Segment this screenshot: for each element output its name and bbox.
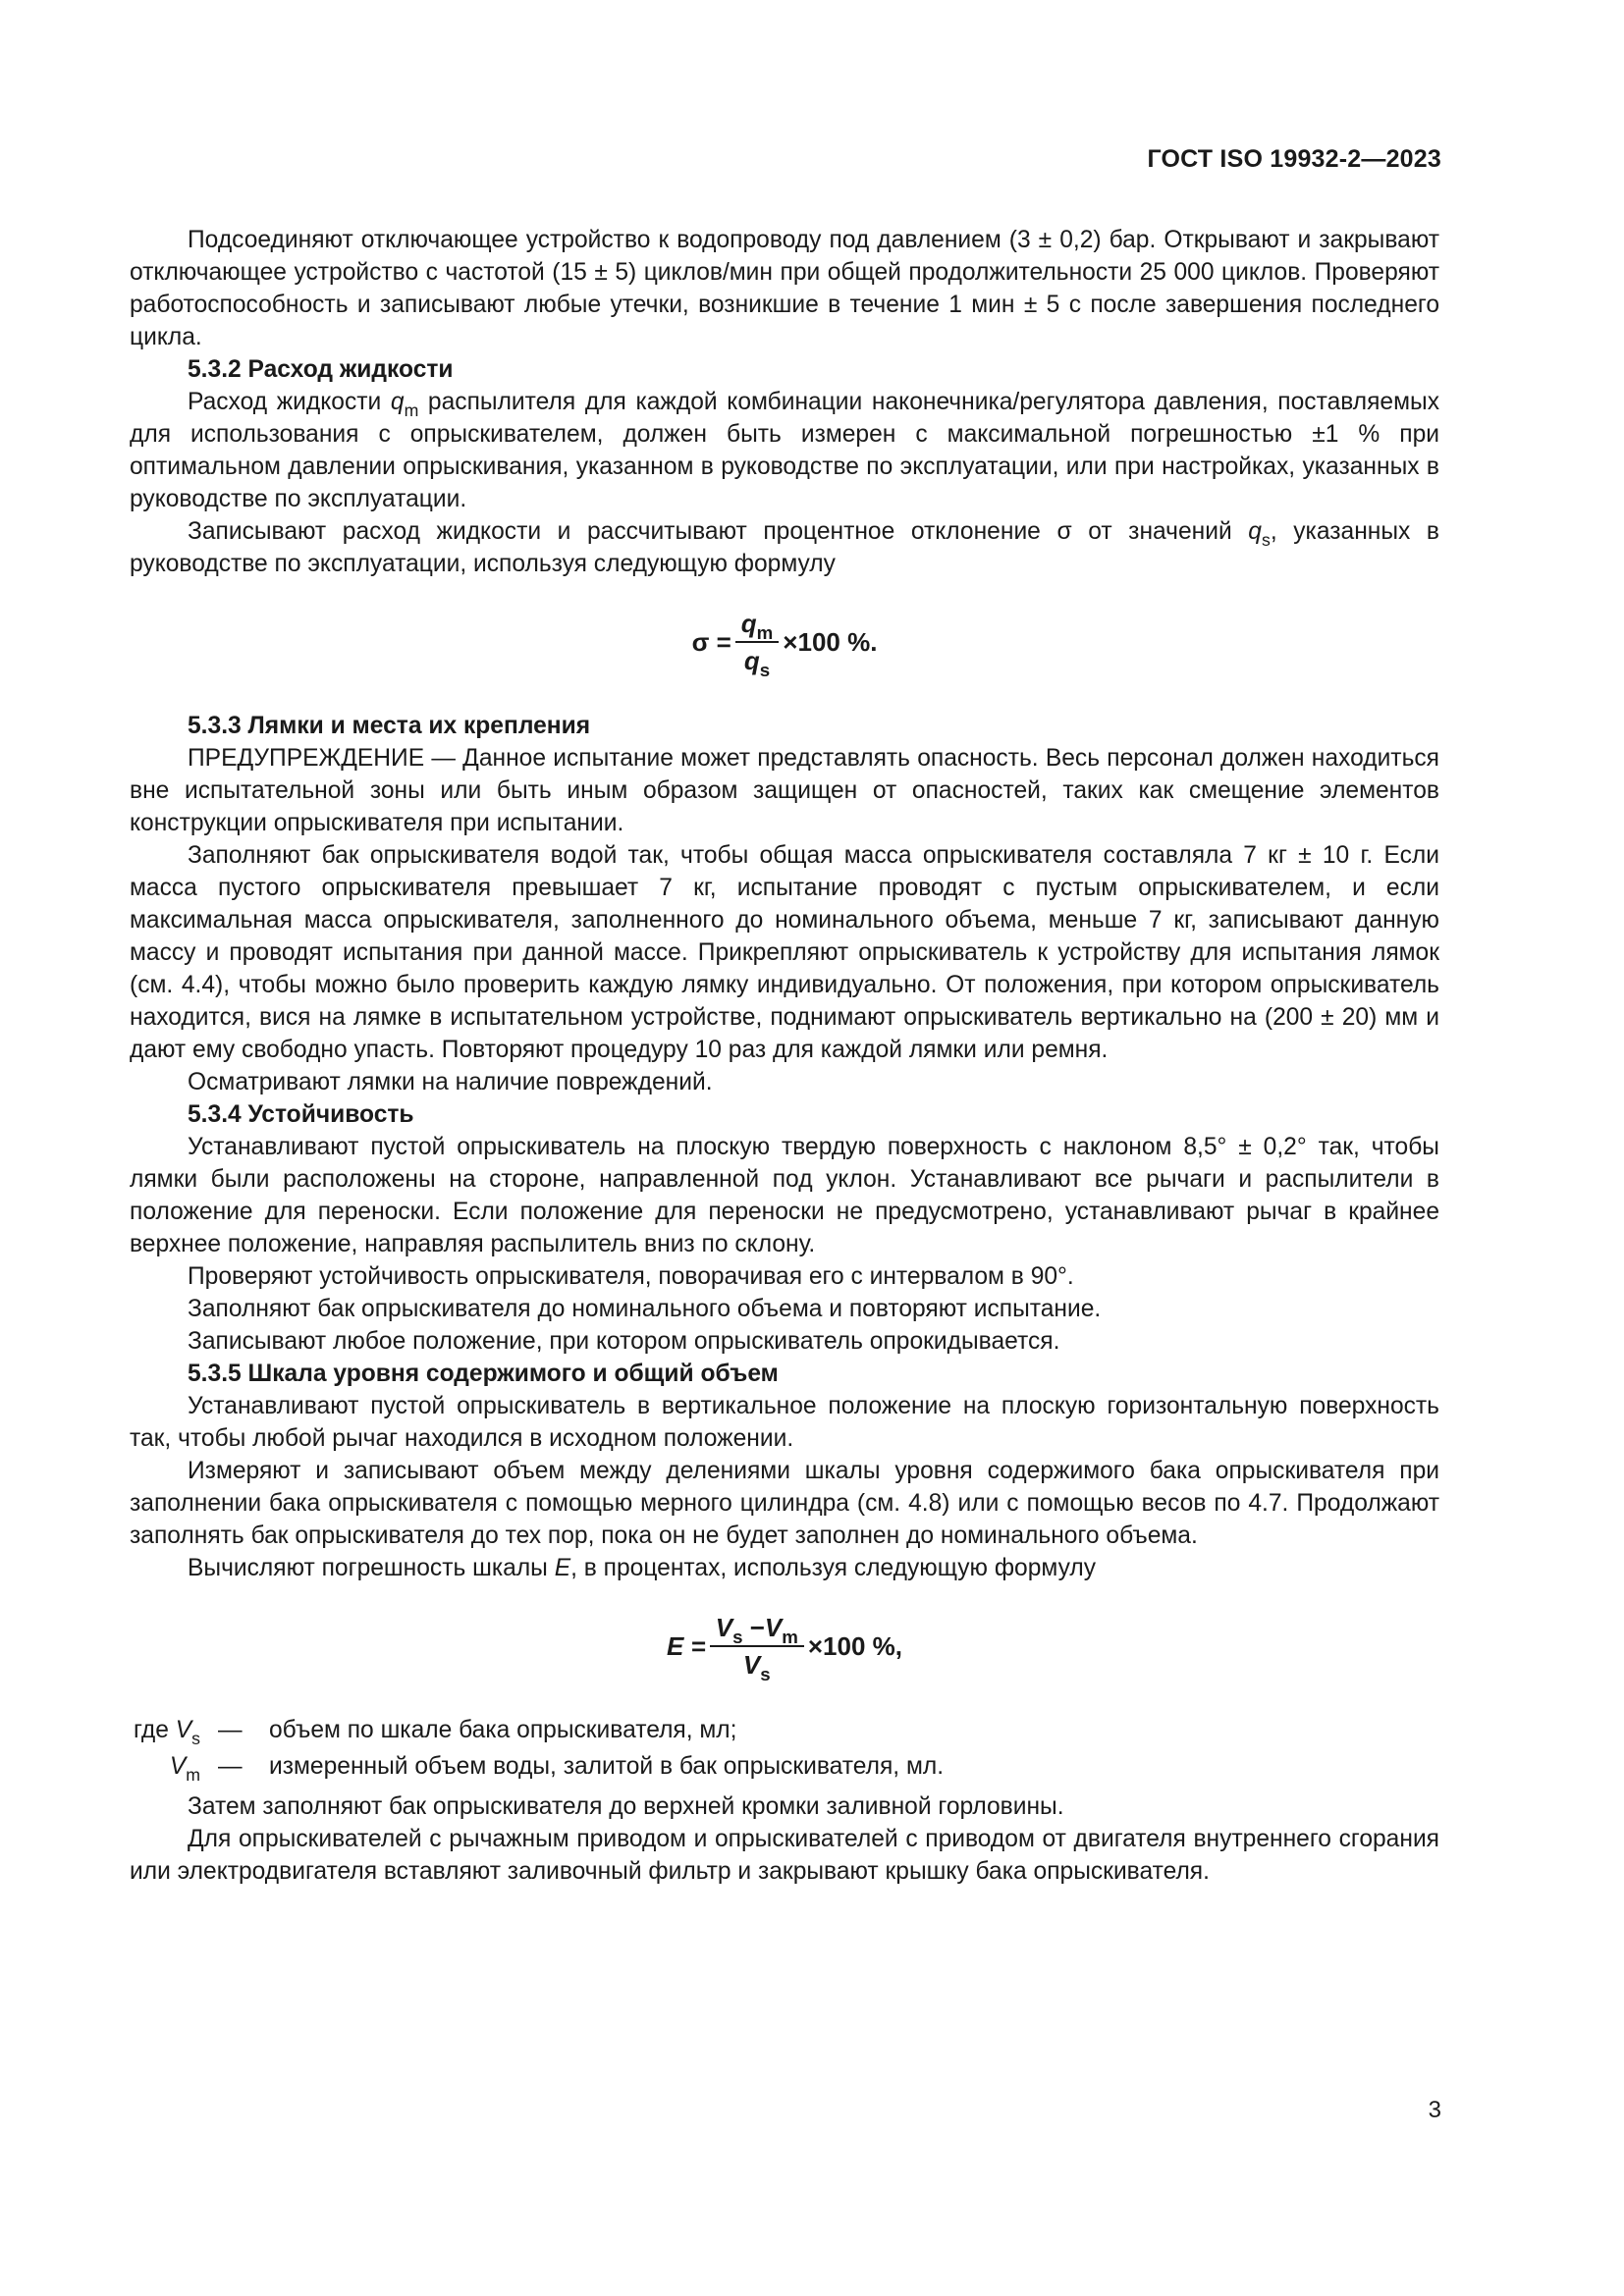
fraction: $\frac{V_s -V_m}{V_s}$ [710, 1612, 804, 1681]
section-5-3-3-paragraph-2: Заполняют бак опрыскивателя водой так, чтобы общая масса опрыскивателя составляла 7 кг ± 10 г. Если масса пустого опрыскивателя превышает 7 кг, испытание проводят с пустым опрыскивателем, и если максимальная масса опрыскивателя, заполненного до номинального объема, меньше 7 кг, записывают данную массу и проводят испытания при данной массе. Прикрепляют опрыскиватель к устройству для испытания лямок (см. 4.4), чтобы можно было проверить каждую лямку индивидуально. От положения, при котором опрыскиватель находится, вися на лямке в испытательном устройстве, поднимают опрыскиватель вертикально на (200 ± 20) мм и дают ему свободно упасть. Повторяют процедуру 10 раз для каждой лямки или ремня. [130, 842, 1439, 1063]
definition-row: $V_m$ — измеренный объем воды, залитой в бак опрыскивателя, мл. [169, 1753, 945, 1785]
section-5-3-5-paragraph-5: Для опрыскивателей с рычажным приводом и опрыскивателей с приводом от двигателя внутреннего сгорания или электродвигателя вставляют заливочный фильтр и закрывают крышку бака опрыскивателя. [130, 1826, 1439, 1885]
fraction: $\frac{q_m}{q_s}$ [735, 608, 780, 676]
section-5-3-5-paragraph-4: Затем заполняют бак опрыскивателя до верхней кромки заливной горловины. [188, 1793, 1064, 1820]
section-5-3-4-title: 5.3.4 Устойчивость [188, 1101, 414, 1128]
variable-definitions [130, 1714, 1439, 1783]
section-5-3-4-paragraph-2: Проверяют устойчивость опрыскивателя, поворачивая его с интервалом в 90°. [188, 1263, 1074, 1290]
section-5-3-3-warning: ПРЕДУПРЕЖДЕНИЕ — Данное испытание может представлять опасность. Весь персонал должен находиться вне испытательной зоны или быть иным образом защищен от опасностей, таких как смещение элементов конструкции опрыскивателя при испытании. [130, 745, 1439, 836]
formula-scale-error: E = $\frac{V_s -V_m}{V_s}$ ×100 %, [666, 1613, 903, 1684]
section-5-3-2-paragraph-2: Записывают расход жидкости и рассчитывают процентное отклонение σ от значений $q_s$, указанных в руководстве по эксплуатации, используя следующую формулу [130, 518, 1439, 577]
section-5-3-2-paragraph-1: Расход жидкости $q_m$ распылителя для каждой комбинации наконечника/регулятора давления, поставляемых для использования с опрыскивателем, должен быть измерен с максимальной погрешностью ±1 % при оптимальном давлении опрыскивания, указанном в руководстве по эксплуатации, или при настройках, указанных в руководстве по эксплуатации. [130, 389, 1439, 512]
section-5-3-5-paragraph-3: Вычисляют погрешность шкалы E, в процентах, используя следующую формулу [188, 1555, 1096, 1581]
section-5-3-5-title: 5.3.5 Шкала уровня содержимого и общий объем [188, 1361, 779, 1387]
definition-row: где $V_s$ — объем по шкале бака опрыскивателя, мл; [133, 1717, 737, 1748]
section-5-3-3-paragraph-3: Осматривают лямки на наличие повреждений. [188, 1069, 713, 1095]
formula-sigma: σ = $\frac{q_m}{q_s}$ ×100 %. [691, 609, 878, 680]
document-body [130, 224, 1439, 1888]
section-5-3-3-title: 5.3.3 Лямки и места их крепления [188, 713, 591, 739]
section-5-3-4-paragraph-4: Записывают любое положение, при котором опрыскиватель опрокидывается. [188, 1328, 1060, 1355]
section-5-3-4-paragraph-3: Заполняют бак опрыскивателя до номинального объема и повторяют испытание. [188, 1296, 1102, 1322]
document-header: ГОСТ ISO 19932-2—2023 [1147, 145, 1441, 173]
section-5-3-2-title: 5.3.2 Расход жидкости [188, 356, 454, 383]
page-number: 3 [1428, 2097, 1441, 2123]
intro-paragraph: Подсоединяют отключающее устройство к водопроводу под давлением (3 ± 0,2) бар. Открывают и закрывают отключающее устройство с частотой (15 ± 5) циклов/мин при общей продолжительности 25 000 циклов. Проверяют работоспособность и записывают любые утечки, возникшие в течение 1 мин ± 5 с после завершения последнего цикла. [130, 227, 1439, 350]
section-5-3-5-paragraph-2: Измеряют и записывают объем между делениями шкалы уровня содержимого бака опрыскивателя при заполнении бака опрыскивателя с помощью мерного цилиндра (см. 4.8) или с помощью весов по 4.7. Продолжают заполнять бак опрыскивателя до тех пор, пока он не будет заполнен до номинального объема. [130, 1458, 1439, 1549]
section-5-3-5-paragraph-1: Устанавливают пустой опрыскиватель в вертикальное положение на плоскую горизонтальную поверхность так, чтобы любой рычаг находился в исходном положении. [130, 1393, 1439, 1452]
section-5-3-4-paragraph-1: Устанавливают пустой опрыскиватель на плоскую твердую поверхность с наклоном 8,5° ± 0,2° так, чтобы лямки были расположены на стороне, направленной под уклон. Устанавливают все рычаги и распылители в положение для переноски. Если положение для переноски не предусмотрено, устанавливают рычаг в крайнее верхнее положение, направляя распылитель вниз по склону. [130, 1134, 1439, 1257]
